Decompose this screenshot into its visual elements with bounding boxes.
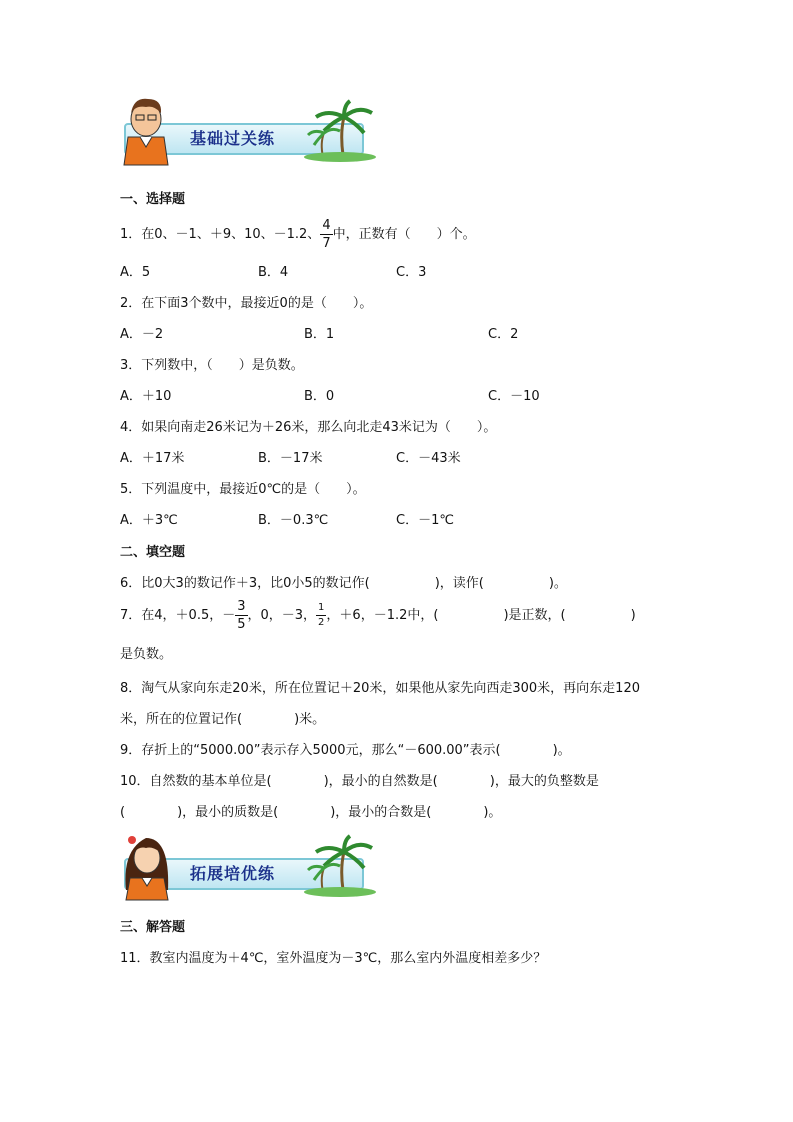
section-heading: 二、填空题 — [120, 545, 186, 560]
option-b: B．0 — [304, 389, 335, 404]
section-heading: 三、解答题 — [120, 920, 186, 935]
option-c: C．－1℃ — [396, 513, 454, 528]
option-a: A．－2 — [120, 327, 164, 342]
fraction — [235, 600, 247, 631]
option-a: A．＋3℃ — [120, 513, 178, 528]
denominator: 5 — [237, 617, 246, 632]
question-3: 3．下列数中，（ ）是负数。 — [120, 358, 304, 373]
question-7 — [120, 600, 636, 631]
question-8-line2: 米，所在的位置记作( )米。 — [120, 712, 326, 727]
option-b: B．4 — [258, 265, 289, 280]
option-c: C．2 — [488, 327, 519, 342]
numerator: 4 — [322, 218, 331, 233]
option-b: B．－17米 — [258, 451, 323, 466]
question-text: 1．在0、－1、＋9、10、－1.2、 — [120, 227, 321, 242]
question-7-line2: 是负数。 — [120, 647, 173, 662]
question-5: 5．下列温度中，最接近0℃的是（ ）。 — [120, 482, 366, 497]
option-a: A．5 — [120, 265, 151, 280]
denominator: 7 — [322, 236, 331, 251]
question-10: 10．自然数的基本单位是( )，最小的自然数是( )，最大的负整数是 — [120, 774, 599, 789]
fraction — [316, 603, 326, 628]
question-10-line2: ( )，最小的质数是( )，最小的合数是( )。 — [120, 805, 502, 820]
option-a: A．＋10 — [120, 389, 172, 404]
question-text: 中，正数有（ ）个。 — [332, 227, 476, 242]
section-heading: 一、选择题 — [120, 192, 186, 207]
banner-advanced — [118, 830, 380, 890]
option-b: B．－0.3℃ — [258, 513, 329, 528]
fraction — [320, 219, 332, 250]
palm-tree-icon — [304, 101, 376, 162]
question-text: 7．在4，＋0.5，－ — [120, 608, 236, 623]
denominator: 2 — [318, 617, 325, 628]
question-6: 6．比0大3的数记作＋3，比0小5的数记作( )，读作( )。 — [120, 576, 567, 591]
question-text: ，＋6，－1.2中，( )是正数，( ) — [326, 608, 636, 623]
numerator: 1 — [316, 603, 326, 616]
option-c: C．－10 — [488, 389, 540, 404]
question-text: ，0，－3， — [247, 608, 317, 623]
question-2: 2．在下面3个数中，最接近0的是（ ）。 — [120, 296, 373, 311]
numerator: 3 — [237, 599, 246, 614]
option-c: C．3 — [396, 265, 427, 280]
banner-basic — [118, 95, 380, 155]
question-9: 9．存折上的“5000.00”表示存入5000元，那么“－600.00”表示( )。 — [120, 743, 571, 758]
palm-tree-icon — [304, 836, 376, 897]
banner-title: 基础过关练 — [190, 129, 276, 148]
option-a: A．＋17米 — [120, 451, 185, 466]
question-8: 8．淘气从家向东走20米，所在位置记＋20米，如果他从家先向西走300米，再向东走120 — [120, 681, 640, 696]
question-11: 11．教室内温度为＋4℃，室外温度为－3℃，那么室内外温度相差多少？ — [120, 951, 547, 966]
option-b: B．1 — [304, 327, 335, 342]
question-4: 4．如果向南走26米记为＋26米，那么向北走43米记为（ ）。 — [120, 420, 497, 435]
question-1 — [120, 219, 476, 250]
banner-title: 拓展培优练 — [190, 864, 276, 883]
option-c: C．－43米 — [396, 451, 461, 466]
